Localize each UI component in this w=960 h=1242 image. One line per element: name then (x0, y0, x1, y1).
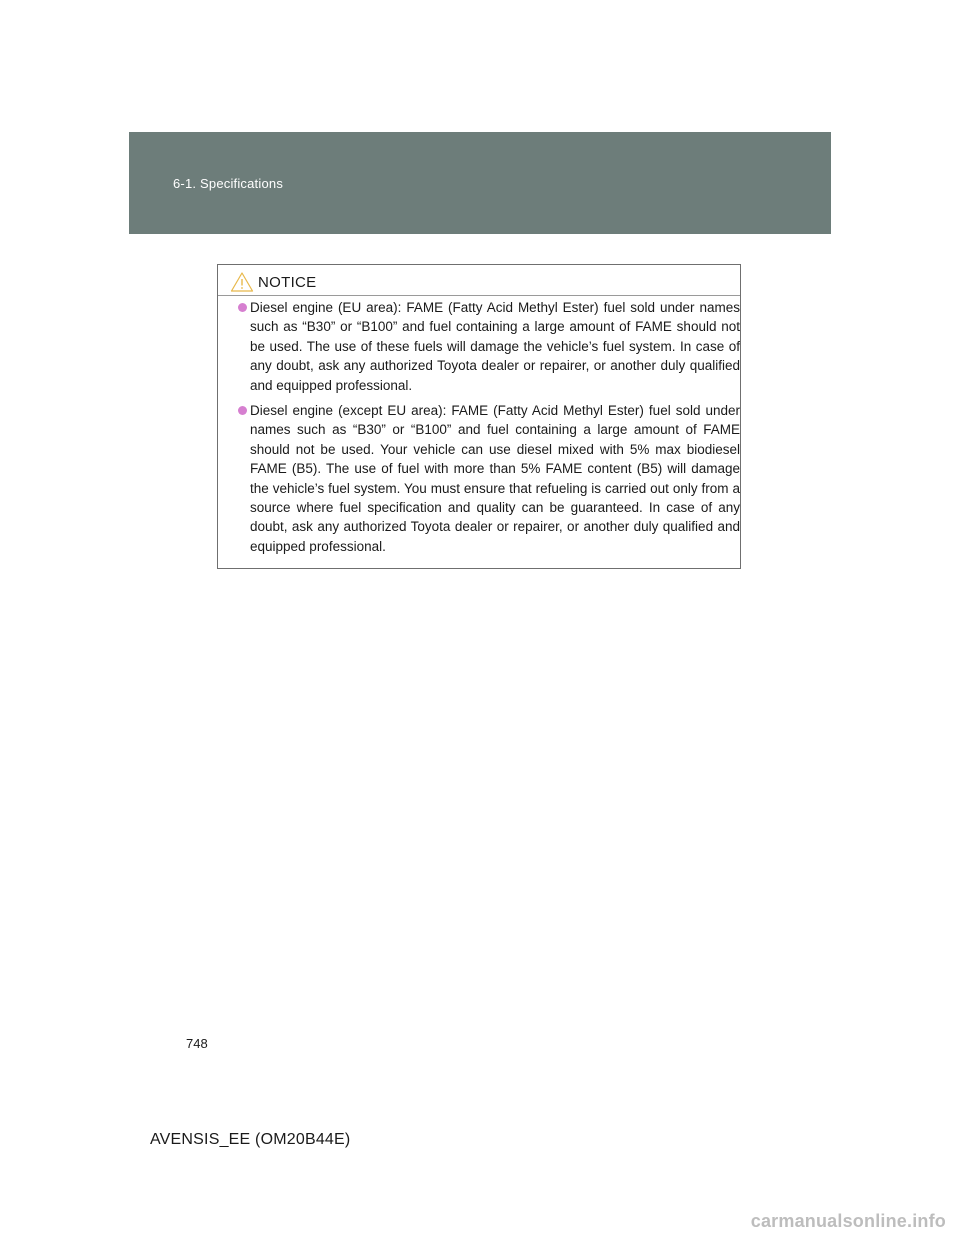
notice-item-text: Diesel engine (EU area): FAME (Fatty Acid Methyl Ester) fuel sold under names such as “B30” or “B100” and fuel containing a large amount of FAME should not be used. The use of these fuels will damage the vehicle’s fuel system. In case of any doubt, ask any authorized Toyota dealer or repairer, or another duly qualified and equipped professional. (250, 300, 740, 393)
notice-box (217, 264, 741, 569)
watermark: carmanualsonline.info (750, 1211, 946, 1231)
notice-list (238, 298, 740, 562)
bullet-icon (238, 303, 247, 312)
page-number: 748 (186, 1036, 208, 1051)
bullet-icon (238, 406, 247, 415)
list-item (238, 401, 740, 556)
notice-title: NOTICE (258, 273, 317, 291)
list-item (238, 298, 740, 395)
notice-divider (218, 295, 740, 296)
section-label: 6-1. Specifications (173, 176, 284, 191)
notice-item-text: Diesel engine (except EU area): FAME (Fatty Acid Methyl Ester) fuel sold under names such as “B30” or “B100” and fuel containing a large amount of FAME should not be used. Your vehicle can use diesel mixed with 5% max biodiesel FAME (B5). The use of fuel with more than 5% FAME content (B5) will damage the vehicle’s fuel system. You must ensure that refueling is carried out only from a source where fuel specification and quality can be guaranteed. In case of any doubt, ask any authorized Toyota dealer or repairer, or another duly qualified and equipped professional. (250, 403, 740, 554)
document-code: AVENSIS_EE (OM20B44E) (150, 1131, 351, 1148)
notice-header (230, 269, 316, 295)
warning-triangle-icon (230, 271, 254, 293)
chapter-header-band (129, 132, 831, 234)
